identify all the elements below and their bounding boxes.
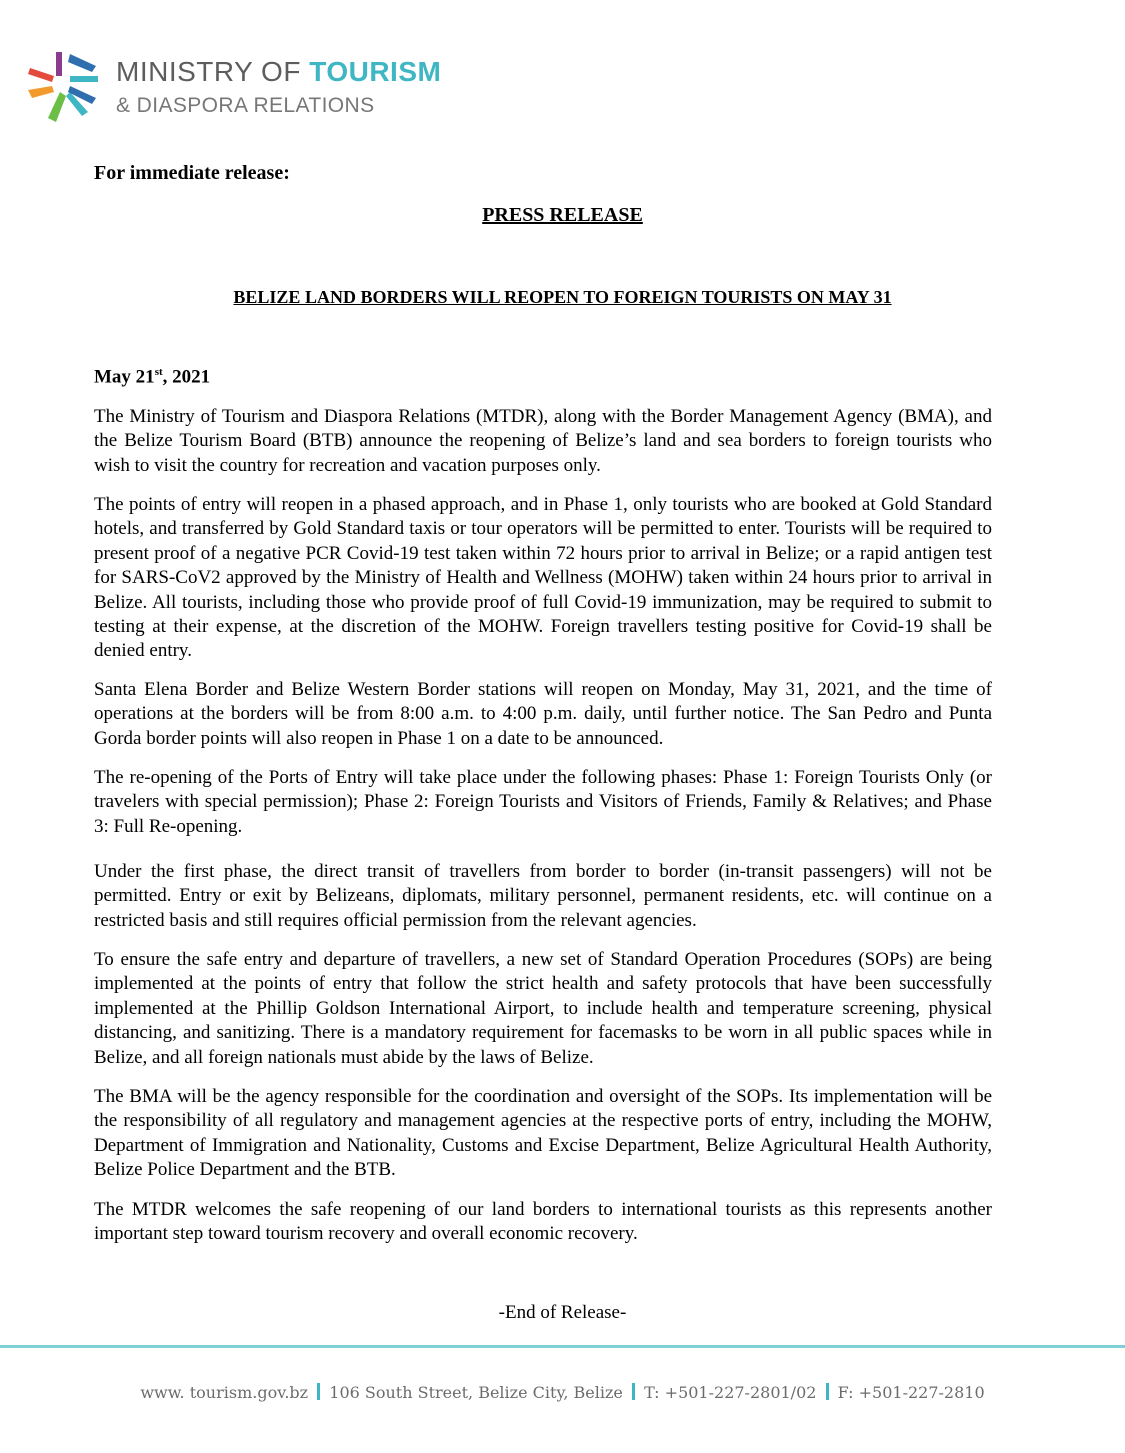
footer-website[interactable]: www. tourism.gov.bz bbox=[140, 1383, 309, 1402]
footer-separator bbox=[317, 1383, 320, 1400]
footer-divider bbox=[0, 1345, 1125, 1348]
paragraph-3: Santa Elena Border and Belize Western Border stations will reopen on Monday, May 31, 2021, and the time of operations at the borders will be from 8:00 a.m. to 4:00 p.m. daily, until further notice. The San Pedro and Punta Gorda border points will also reopen in Phase 1 on a date to be announced. bbox=[94, 679, 992, 749]
logo-title-part-b: TOURISM bbox=[309, 56, 442, 87]
footer-phone: T: +501-227-2801/02 bbox=[644, 1383, 817, 1402]
ministry-logo bbox=[26, 46, 486, 126]
paragraph-7: The BMA will be the agency responsible for the coordination and oversight of the SOPs. Its implementation will be the responsibility of all regulatory and management agencies at the respective ports of entry, including the MOHW, Department of Immigration and Nationality, Customs and Excise Department, Belize Agricultural Health Authority, Belize Police Department and the BTB. bbox=[94, 1086, 992, 1181]
paragraph-5: Under the first phase, the direct transit of travellers from border to border (in-transit passengers) will not be permitted. Entry or exit by Belizeans, diplomats, military personnel, permanent residents, etc. will continue on a restricted basis and still requires official permission from the relevant agencies. bbox=[94, 861, 992, 931]
headline: BELIZE LAND BORDERS WILL REOPEN TO FOREIGN TOURISTS ON MAY 31 bbox=[233, 287, 892, 307]
paragraph-1: The Ministry of Tourism and Diaspora Relations (MTDR), along with the Border Management Agency (BMA), and the Belize Tourism Board (BTB) announce the reopening of Belize’s land and sea borders to foreign tourists who wish to visit the country for recreation and vacation purposes only. bbox=[94, 406, 992, 476]
end-of-release: -End of Release- bbox=[498, 1302, 627, 1323]
release-date bbox=[94, 366, 210, 388]
footer-separator bbox=[632, 1383, 635, 1400]
footer-fax: F: +501-227-2810 bbox=[837, 1383, 985, 1402]
document-type: PRESS RELEASE bbox=[482, 204, 643, 226]
footer-address: 106 South Street, Belize City, Belize bbox=[329, 1383, 623, 1402]
footer-separator bbox=[826, 1383, 829, 1400]
paragraph-8: The MTDR welcomes the safe reopening of our land borders to international tourists as this represents another important step toward tourism recovery and overall economic recovery. bbox=[94, 1199, 992, 1245]
starburst-logo-icon bbox=[26, 46, 106, 126]
logo-subtitle: & DIASPORA RELATIONS bbox=[116, 94, 375, 117]
release-label: For immediate release: bbox=[94, 162, 290, 184]
date-day: May 21 bbox=[94, 366, 155, 388]
date-year: , 2021 bbox=[162, 366, 211, 388]
paragraph-2: The points of entry will reopen in a phased approach, and in Phase 1, only tourists who are booked at Gold Standard hotels, and transferred by Gold Standard taxis or tour operators will be permitted to enter. Tourists will be required to present proof of a negative PCR Covid-19 test taken within 72 hours prior to arrival in Belize; or a rapid antigen test for SARS-CoV2 approved by the Ministry of Health and Wellness (MOHW) taken within 24 hours prior to arrival in Belize. All tourists, including those who provide proof of full Covid-19 immunization, may be required to submit to testing at their expense, at the discretion of the MOHW. Foreign travellers testing positive for Covid-19 shall be denied entry. bbox=[94, 494, 992, 662]
date-suffix: st bbox=[154, 366, 163, 378]
footer-contact bbox=[0, 1383, 1125, 1402]
paragraph-4: The re-opening of the Ports of Entry will take place under the following phases: Phase 1: Foreign Tourists Only (or travelers with special permission); Phase 2: Foreign Tourists and Visitors of Friends, Family & Relatives; and Phase 3: Full Re-opening. bbox=[94, 767, 992, 837]
logo-title-part-a: MINISTRY OF bbox=[116, 56, 310, 87]
paragraph-6: To ensure the safe entry and departure of travellers, a new set of Standard Operation Procedures (SOPs) are being implemented at the points of entry that follow the strict health and safety protocols that have been successfully implemented at the Phillip Goldson International Airport, to include health and temperature screening, physical distancing, and sanitizing. There is a mandatory requirement for facemasks to be worn in all public spaces while in Belize, and all foreign nationals must abide by the laws of Belize. bbox=[94, 949, 992, 1068]
logo-title bbox=[116, 56, 441, 88]
